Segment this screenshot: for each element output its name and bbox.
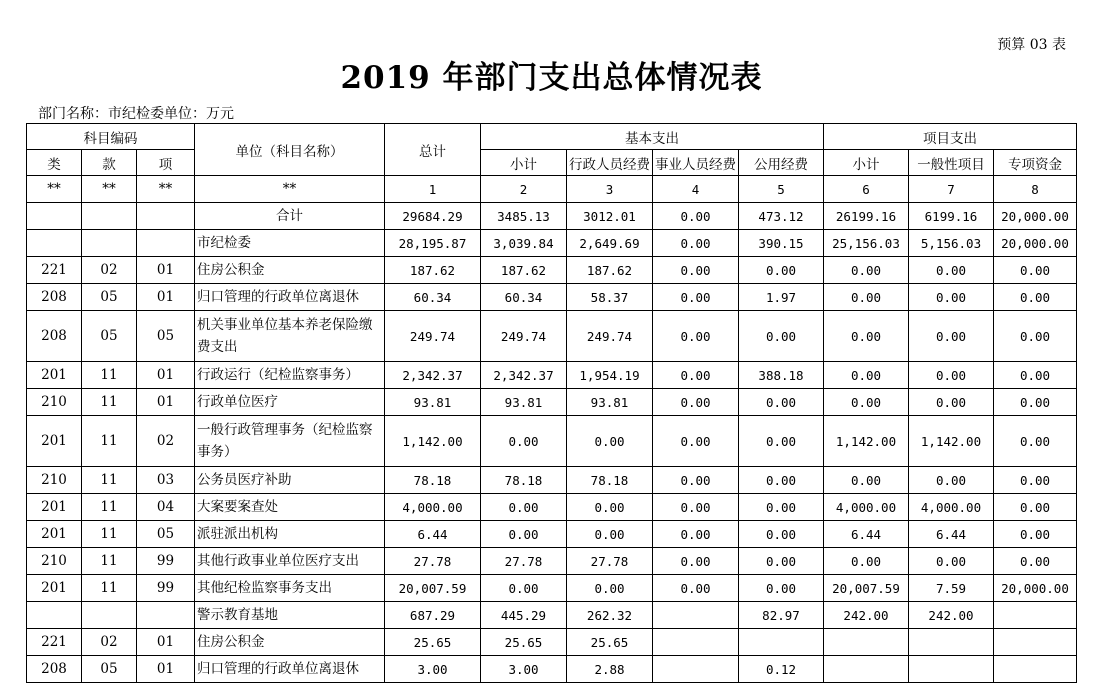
amount-cell: 0.00 xyxy=(824,257,909,284)
subject-code-cell xyxy=(27,602,82,629)
amount-cell xyxy=(653,629,739,656)
column-index-cell: 6 xyxy=(824,176,909,203)
amount-cell: 388.18 xyxy=(739,362,824,389)
amount-cell: 0.12 xyxy=(739,656,824,683)
amount-cell: 2.88 xyxy=(567,656,653,683)
subject-code-cell: 11 xyxy=(82,494,137,521)
amount-cell: 0.00 xyxy=(653,416,739,467)
header-total: 总计 xyxy=(385,124,481,176)
amount-cell xyxy=(994,602,1077,629)
amount-cell: 58.37 xyxy=(567,284,653,311)
amount-cell: 0.00 xyxy=(824,389,909,416)
subject-code-cell: 04 xyxy=(137,494,195,521)
amount-cell: 27.78 xyxy=(481,548,567,575)
amount-cell xyxy=(909,629,994,656)
subject-name-cell: 其他行政事业单位医疗支出 xyxy=(195,548,385,575)
amount-cell: 3,039.84 xyxy=(481,230,567,257)
table-row xyxy=(27,575,1077,602)
header-general-project: 一般性项目 xyxy=(909,150,994,176)
amount-cell: 25,156.03 xyxy=(824,230,909,257)
amount-cell: 93.81 xyxy=(385,389,481,416)
amount-cell: 0.00 xyxy=(994,284,1077,311)
column-index-cell: ** xyxy=(137,176,195,203)
subject-code-cell xyxy=(82,230,137,257)
subject-code-cell: 99 xyxy=(137,575,195,602)
subject-name-cell: 行政单位医疗 xyxy=(195,389,385,416)
amount-cell: 473.12 xyxy=(739,203,824,230)
amount-cell: 262.32 xyxy=(567,602,653,629)
amount-cell: 27.78 xyxy=(567,548,653,575)
amount-cell: 1,142.00 xyxy=(385,416,481,467)
subject-code-cell: 05 xyxy=(82,656,137,683)
amount-cell xyxy=(653,602,739,629)
header-basic-subtotal: 小计 xyxy=(481,150,567,176)
amount-cell: 0.00 xyxy=(653,362,739,389)
subject-code-cell: 11 xyxy=(82,362,137,389)
subject-code-cell: 01 xyxy=(137,257,195,284)
table-row xyxy=(27,494,1077,521)
amount-cell: 0.00 xyxy=(739,311,824,362)
subject-code-cell: 208 xyxy=(27,656,82,683)
amount-cell: 4,000.00 xyxy=(909,494,994,521)
subject-code-cell: 210 xyxy=(27,548,82,575)
table-row xyxy=(27,656,1077,683)
amount-cell: 78.18 xyxy=(385,467,481,494)
table-row xyxy=(27,602,1077,629)
subject-name-cell: 住房公积金 xyxy=(195,629,385,656)
amount-cell: 0.00 xyxy=(653,521,739,548)
amount-cell xyxy=(909,656,994,683)
amount-cell: 0.00 xyxy=(909,467,994,494)
column-index-cell: ** xyxy=(82,176,137,203)
amount-cell: 5,156.03 xyxy=(909,230,994,257)
subject-code-cell: 201 xyxy=(27,416,82,467)
amount-cell: 0.00 xyxy=(653,203,739,230)
subject-name-cell: 住房公积金 xyxy=(195,257,385,284)
amount-cell: 26199.16 xyxy=(824,203,909,230)
subject-name-cell: 大案要案查处 xyxy=(195,494,385,521)
amount-cell: 0.00 xyxy=(653,284,739,311)
table-row xyxy=(27,467,1077,494)
amount-cell xyxy=(739,629,824,656)
amount-cell: 4,000.00 xyxy=(385,494,481,521)
amount-cell: 187.62 xyxy=(481,257,567,284)
column-index-cell: 2 xyxy=(481,176,567,203)
amount-cell: 0.00 xyxy=(909,257,994,284)
amount-cell: 2,649.69 xyxy=(567,230,653,257)
subject-code-cell: 201 xyxy=(27,362,82,389)
amount-cell: 25.65 xyxy=(385,629,481,656)
amount-cell xyxy=(824,629,909,656)
amount-cell: 28,195.87 xyxy=(385,230,481,257)
header-subject-code: 科目编码 xyxy=(27,124,195,150)
amount-cell: 0.00 xyxy=(994,416,1077,467)
amount-cell: 0.00 xyxy=(824,311,909,362)
subject-code-cell: 11 xyxy=(82,389,137,416)
amount-cell: 3485.13 xyxy=(481,203,567,230)
amount-cell: 93.81 xyxy=(481,389,567,416)
subject-name-cell: 其他纪检监察事务支出 xyxy=(195,575,385,602)
subject-name-cell: 行政运行（纪检监察事务） xyxy=(195,362,385,389)
subject-code-cell: 01 xyxy=(137,656,195,683)
subject-code-cell: 201 xyxy=(27,575,82,602)
amount-cell: 0.00 xyxy=(653,575,739,602)
amount-cell: 7.59 xyxy=(909,575,994,602)
table-row xyxy=(27,257,1077,284)
amount-cell: 249.74 xyxy=(385,311,481,362)
amount-cell: 6.44 xyxy=(385,521,481,548)
amount-cell: 0.00 xyxy=(739,494,824,521)
amount-cell: 0.00 xyxy=(653,548,739,575)
column-index-cell: 4 xyxy=(653,176,739,203)
subject-code-cell xyxy=(137,203,195,230)
header-project-expenditure: 项目支出 xyxy=(824,124,1077,150)
amount-cell: 3.00 xyxy=(481,656,567,683)
amount-cell: 187.62 xyxy=(385,257,481,284)
table-row xyxy=(27,629,1077,656)
subject-code-cell: 201 xyxy=(27,521,82,548)
amount-cell: 1.97 xyxy=(739,284,824,311)
subject-code-cell: 02 xyxy=(82,257,137,284)
amount-cell: 0.00 xyxy=(567,521,653,548)
amount-cell: 4,000.00 xyxy=(824,494,909,521)
subject-code-cell: 02 xyxy=(82,629,137,656)
header-public-funds: 公用经费 xyxy=(739,150,824,176)
table-row xyxy=(27,521,1077,548)
amount-cell: 0.00 xyxy=(739,257,824,284)
header-kuan: 款 xyxy=(82,150,137,176)
amount-cell: 0.00 xyxy=(653,389,739,416)
subject-name-cell: 派驻派出机构 xyxy=(195,521,385,548)
expenditure-table xyxy=(26,123,1077,683)
amount-cell: 78.18 xyxy=(481,467,567,494)
amount-cell: 0.00 xyxy=(824,362,909,389)
subject-name-cell: 公务员医疗补助 xyxy=(195,467,385,494)
table-row xyxy=(27,362,1077,389)
amount-cell: 0.00 xyxy=(481,521,567,548)
amount-cell: 242.00 xyxy=(824,602,909,629)
subject-code-cell: 01 xyxy=(137,362,195,389)
amount-cell: 0.00 xyxy=(994,548,1077,575)
column-index-cell: 5 xyxy=(739,176,824,203)
amount-cell: 0.00 xyxy=(994,521,1077,548)
subject-code-cell xyxy=(137,602,195,629)
amount-cell: 0.00 xyxy=(739,548,824,575)
amount-cell: 0.00 xyxy=(824,548,909,575)
subject-code-cell: 05 xyxy=(82,284,137,311)
subject-code-cell: 01 xyxy=(137,284,195,311)
header-unit-name: 单位（科目名称） xyxy=(195,124,385,176)
subject-name-cell: 市纪检委 xyxy=(195,230,385,257)
amount-cell: 0.00 xyxy=(994,467,1077,494)
table-row xyxy=(27,416,1077,467)
amount-cell: 0.00 xyxy=(481,494,567,521)
table-row xyxy=(27,203,1077,230)
amount-cell: 93.81 xyxy=(567,389,653,416)
header-lei: 类 xyxy=(27,150,82,176)
subject-name-cell: 合计 xyxy=(195,203,385,230)
amount-cell: 2,342.37 xyxy=(385,362,481,389)
subject-code-cell xyxy=(27,230,82,257)
amount-cell: 249.74 xyxy=(481,311,567,362)
subject-code-cell: 221 xyxy=(27,629,82,656)
subject-code-cell: 221 xyxy=(27,257,82,284)
column-index-cell: ** xyxy=(195,176,385,203)
amount-cell: 0.00 xyxy=(909,362,994,389)
subject-name-cell: 一般行政管理事务（纪检监察事务） xyxy=(195,416,385,467)
amount-cell xyxy=(653,656,739,683)
amount-cell: 6.44 xyxy=(824,521,909,548)
subject-code-cell: 03 xyxy=(137,467,195,494)
subject-name-cell: 归口管理的行政单位离退休 xyxy=(195,284,385,311)
subject-code-cell: 210 xyxy=(27,467,82,494)
subject-code-cell: 01 xyxy=(137,629,195,656)
amount-cell: 20,000.00 xyxy=(994,575,1077,602)
amount-cell: 0.00 xyxy=(653,494,739,521)
amount-cell: 0.00 xyxy=(739,467,824,494)
amount-cell: 0.00 xyxy=(739,389,824,416)
amount-cell: 20,007.59 xyxy=(824,575,909,602)
header-xiang: 项 xyxy=(137,150,195,176)
amount-cell: 390.15 xyxy=(739,230,824,257)
amount-cell: 3012.01 xyxy=(567,203,653,230)
amount-cell: 0.00 xyxy=(994,389,1077,416)
amount-cell xyxy=(994,629,1077,656)
subject-code-cell: 208 xyxy=(27,284,82,311)
amount-cell: 0.00 xyxy=(994,494,1077,521)
amount-cell: 0.00 xyxy=(909,389,994,416)
subject-code-cell: 99 xyxy=(137,548,195,575)
column-index-cell: ** xyxy=(27,176,82,203)
table-row xyxy=(27,230,1077,257)
amount-cell: 0.00 xyxy=(567,575,653,602)
amount-cell: 1,142.00 xyxy=(909,416,994,467)
amount-cell xyxy=(994,656,1077,683)
column-index-cell: 7 xyxy=(909,176,994,203)
amount-cell: 0.00 xyxy=(739,521,824,548)
amount-cell: 0.00 xyxy=(653,257,739,284)
amount-cell xyxy=(824,656,909,683)
amount-cell: 1,142.00 xyxy=(824,416,909,467)
subject-code-cell: 11 xyxy=(82,467,137,494)
amount-cell: 0.00 xyxy=(909,284,994,311)
subject-code-cell: 01 xyxy=(137,389,195,416)
amount-cell: 20,007.59 xyxy=(385,575,481,602)
amount-cell: 0.00 xyxy=(994,257,1077,284)
header-public-inst-personnel: 事业人员经费 xyxy=(653,150,739,176)
table-number-label: 预算 03 表 xyxy=(997,37,1066,53)
amount-cell: 0.00 xyxy=(653,311,739,362)
amount-cell: 2,342.37 xyxy=(481,362,567,389)
subject-code-cell xyxy=(137,230,195,257)
amount-cell: 20,000.00 xyxy=(994,230,1077,257)
amount-cell: 687.29 xyxy=(385,602,481,629)
amount-cell: 0.00 xyxy=(824,467,909,494)
amount-cell: 29684.29 xyxy=(385,203,481,230)
subject-code-cell: 11 xyxy=(82,416,137,467)
header-project-subtotal: 小计 xyxy=(824,150,909,176)
amount-cell: 25.65 xyxy=(481,629,567,656)
table-row xyxy=(27,389,1077,416)
amount-cell: 20,000.00 xyxy=(994,203,1077,230)
amount-cell: 78.18 xyxy=(567,467,653,494)
amount-cell: 242.00 xyxy=(909,602,994,629)
amount-cell: 0.00 xyxy=(481,575,567,602)
subject-name-cell: 警示教育基地 xyxy=(195,602,385,629)
amount-cell: 0.00 xyxy=(653,230,739,257)
amount-cell: 0.00 xyxy=(739,416,824,467)
amount-cell: 0.00 xyxy=(994,311,1077,362)
header-basic-expenditure: 基本支出 xyxy=(481,124,824,150)
column-index-cell: 8 xyxy=(994,176,1077,203)
table-row xyxy=(27,311,1077,362)
column-index-cell: 1 xyxy=(385,176,481,203)
amount-cell: 0.00 xyxy=(567,494,653,521)
subject-code-cell: 11 xyxy=(82,548,137,575)
amount-cell: 0.00 xyxy=(909,548,994,575)
amount-cell: 60.34 xyxy=(385,284,481,311)
subject-code-cell: 05 xyxy=(137,311,195,362)
amount-cell: 0.00 xyxy=(824,284,909,311)
column-index-cell: 3 xyxy=(567,176,653,203)
subject-code-cell: 02 xyxy=(137,416,195,467)
subject-name-cell: 机关事业单位基本养老保险缴费支出 xyxy=(195,311,385,362)
amount-cell: 60.34 xyxy=(481,284,567,311)
amount-cell: 82.97 xyxy=(739,602,824,629)
amount-cell: 249.74 xyxy=(567,311,653,362)
amount-cell: 0.00 xyxy=(739,575,824,602)
subject-code-cell: 11 xyxy=(82,521,137,548)
amount-cell: 0.00 xyxy=(653,467,739,494)
page-title: 2019 年部门支出总体情况表 xyxy=(340,60,763,96)
subject-code-cell: 05 xyxy=(137,521,195,548)
subject-code-cell xyxy=(82,203,137,230)
subject-code-cell: 11 xyxy=(82,575,137,602)
subject-code-cell xyxy=(82,602,137,629)
table-row xyxy=(27,284,1077,311)
amount-cell: 0.00 xyxy=(909,311,994,362)
subject-code-cell: 210 xyxy=(27,389,82,416)
amount-cell: 0.00 xyxy=(567,416,653,467)
amount-cell: 1,954.19 xyxy=(567,362,653,389)
table-row xyxy=(27,548,1077,575)
amount-cell: 27.78 xyxy=(385,548,481,575)
header-admin-personnel: 行政人员经费 xyxy=(567,150,653,176)
subject-name-cell: 归口管理的行政单位离退休 xyxy=(195,656,385,683)
amount-cell: 6.44 xyxy=(909,521,994,548)
amount-cell: 0.00 xyxy=(994,362,1077,389)
amount-cell: 445.29 xyxy=(481,602,567,629)
subject-code-cell xyxy=(27,203,82,230)
amount-cell: 25.65 xyxy=(567,629,653,656)
subject-code-cell: 201 xyxy=(27,494,82,521)
subject-code-cell: 05 xyxy=(82,311,137,362)
amount-cell: 187.62 xyxy=(567,257,653,284)
amount-cell: 6199.16 xyxy=(909,203,994,230)
amount-cell: 0.00 xyxy=(481,416,567,467)
amount-cell: 3.00 xyxy=(385,656,481,683)
header-special-fund: 专项资金 xyxy=(994,150,1077,176)
subject-code-cell: 208 xyxy=(27,311,82,362)
department-unit-line: 部门名称：市纪检委单位：万元 xyxy=(38,106,234,122)
